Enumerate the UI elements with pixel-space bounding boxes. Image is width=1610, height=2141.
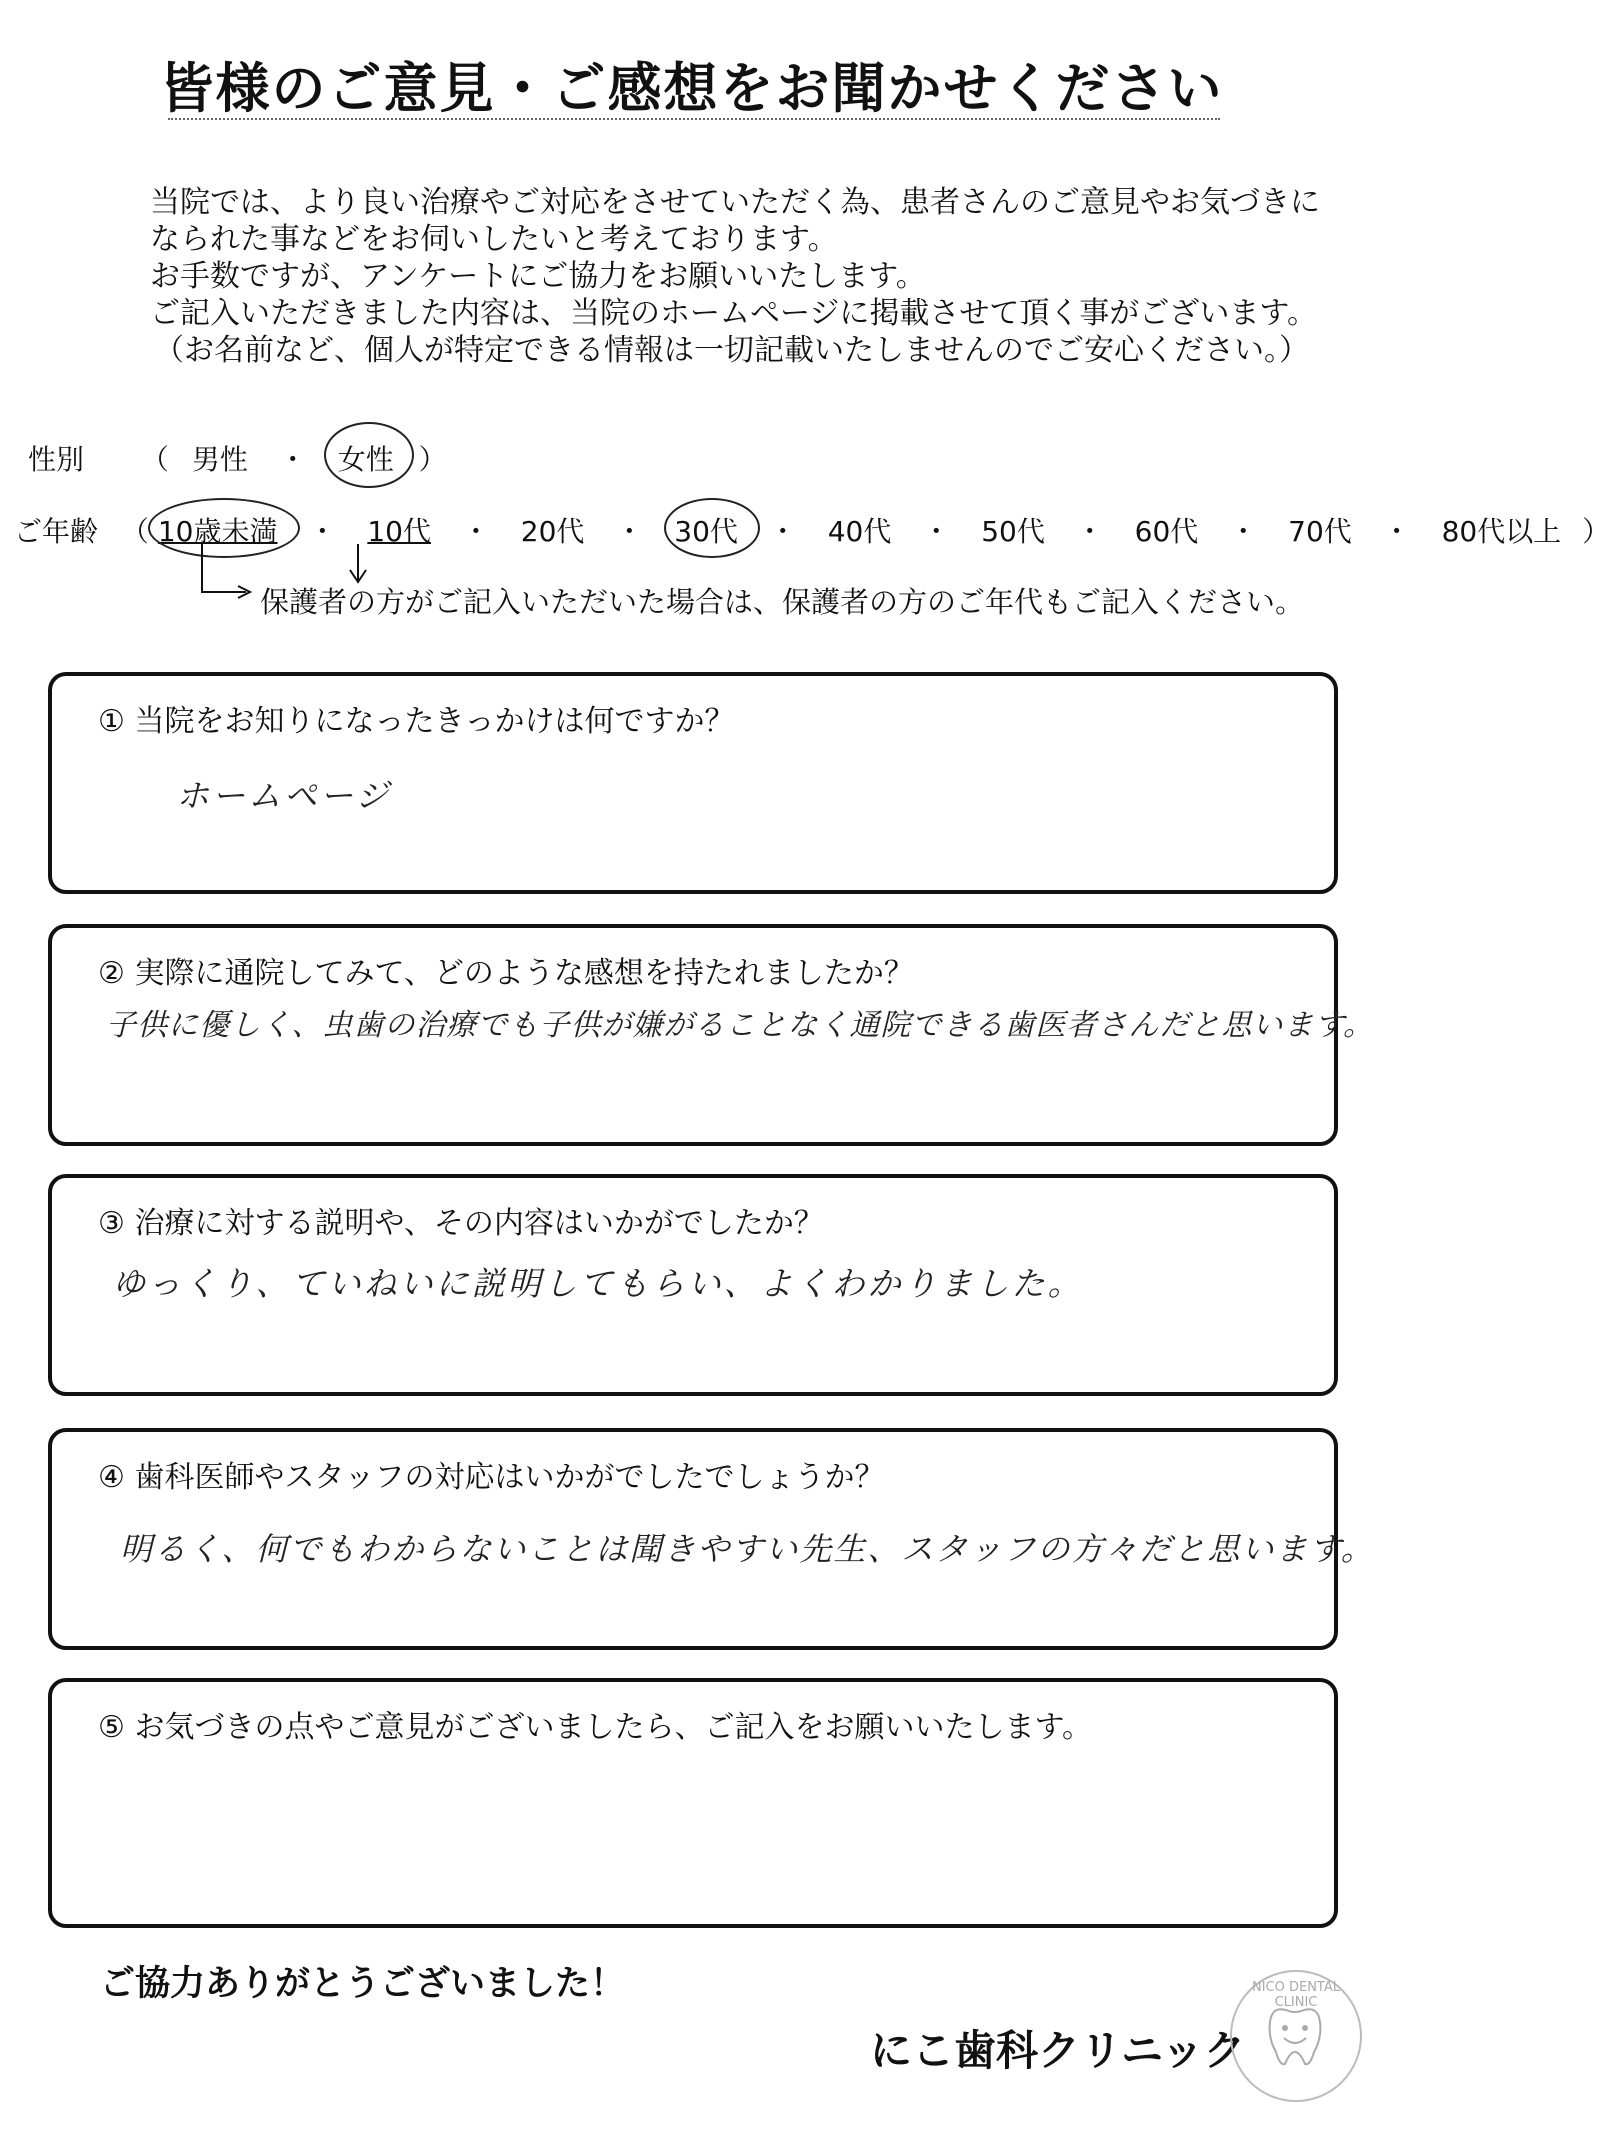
selection-circle <box>324 422 414 488</box>
age-option-50s[interactable]: 50代 <box>981 515 1045 548</box>
age-open-paren: （ <box>120 515 149 548</box>
age-option-70s[interactable]: 70代 <box>1288 515 1352 548</box>
gender-option-female-label: 女性 <box>337 443 394 476</box>
age-option-10s[interactable]: 10代 <box>367 515 431 548</box>
question-number: ② <box>98 956 125 991</box>
age-option-20s[interactable]: 20代 <box>520 515 585 548</box>
thanks-message: ご協力ありがとうございました！ <box>100 1964 626 2004</box>
age-separator: ・ <box>1229 515 1258 548</box>
question-number: ① <box>98 704 125 739</box>
question-5 <box>98 1702 1092 1746</box>
age-close-paren: ） <box>1582 515 1610 548</box>
question-3 <box>98 1198 824 1242</box>
age-separator: ・ <box>1382 515 1411 548</box>
question-2 <box>98 948 914 992</box>
question-box-4 <box>48 1428 1375 1650</box>
intro-line: 当院では、より良い治療やご対応をさせていただく為、患者さんのご意見やお気づきに <box>150 185 1320 220</box>
age-separator: ・ <box>1075 515 1104 548</box>
intro-line: ご記入いただきました内容は、当院のホームページに掲載させて頂く事がございます。 <box>150 296 1317 331</box>
question-box-1 <box>48 672 1338 894</box>
answer-4[interactable]: 明るく、何でもわからないことは聞きやすい先生、スタッフの方々だと思います。 <box>120 1530 1375 1568</box>
question-4 <box>98 1452 884 1496</box>
intro-line: なられた事などをお伺いしたいと考えております。 <box>150 222 838 257</box>
question-box-5 <box>48 1678 1338 1928</box>
page-title: 皆様のご意見・ご感想をお聞かせください <box>159 57 1224 120</box>
intro-line: お手数ですが、アンケートにご協力をお願いいたします。 <box>150 259 926 294</box>
age-option-label: 10歳未満 <box>157 515 278 548</box>
gender-open-paren: （ <box>140 443 169 476</box>
question-text: 実際に通院してみて、どのような感想を持たれましたか？ <box>134 956 914 991</box>
age-option-40s[interactable]: 40代 <box>827 515 892 548</box>
age-separator: ・ <box>768 515 797 548</box>
intro-text <box>150 184 1320 369</box>
tooth-smile-icon <box>1260 2002 1330 2072</box>
age-separator: ・ <box>922 515 951 548</box>
question-1 <box>98 696 734 740</box>
answer-2[interactable]: 子供に優しく、虫歯の治療でも子供が嫌がることなく通院できる歯医者さんだと思います。 <box>106 1008 1374 1043</box>
age-separator: ・ <box>615 515 644 548</box>
clinic-logo-stamp <box>1230 1970 1362 2102</box>
gender-option-male[interactable]: 男性 <box>191 443 248 476</box>
question-number: ④ <box>98 1460 125 1495</box>
answer-1[interactable]: ホームページ <box>176 776 392 815</box>
age-label: ご年齢 <box>14 515 99 548</box>
age-separator: ・ <box>461 515 490 548</box>
age-option-80s-plus[interactable]: 80代以上 <box>1441 515 1562 548</box>
intro-line: （お名前など、個人が特定できる情報は一切記載いたしませんのでご安心ください。） <box>154 333 1309 368</box>
title-divider <box>168 118 1220 120</box>
answer-3[interactable]: ゆっくり、ていねいに説明してもらい、よくわかりました。 <box>112 1264 1084 1303</box>
question-text: お気づきの点やご意見がございましたら、ご記入をお願いいたします。 <box>134 1710 1093 1745</box>
gender-close-paren: ） <box>418 443 447 476</box>
gender-option-female[interactable] <box>338 438 394 478</box>
question-box-3 <box>48 1174 1338 1396</box>
gender-separator: ・ <box>278 443 307 476</box>
age-option-60s[interactable]: 60代 <box>1134 515 1199 548</box>
guardian-note: 保護者の方がご記入いただいた場合は、保護者の方のご年代もご記入ください。 <box>260 585 1305 619</box>
question-number: ③ <box>98 1206 125 1241</box>
question-text: 当院をお知りになったきっかけは何ですか？ <box>134 704 735 739</box>
question-text: 治療に対する説明や、その内容はいかがでしたか？ <box>134 1206 824 1241</box>
question-text: 歯科医師やスタッフの対応はいかがでしたでしょうか？ <box>134 1460 885 1495</box>
question-box-2 <box>48 924 1374 1146</box>
age-separator: ・ <box>308 515 337 548</box>
question-number: ⑤ <box>98 1710 125 1745</box>
age-option-30s[interactable] <box>674 510 738 550</box>
age-option-label: 30代 <box>674 515 738 548</box>
selection-circle <box>664 498 760 558</box>
gender-row <box>28 438 447 478</box>
gender-label: 性別 <box>28 443 85 476</box>
clinic-name: にこ歯科クリニック <box>870 2026 1246 2075</box>
stamp-text: NICO DENTAL CLINIC <box>1251 1980 1341 2010</box>
